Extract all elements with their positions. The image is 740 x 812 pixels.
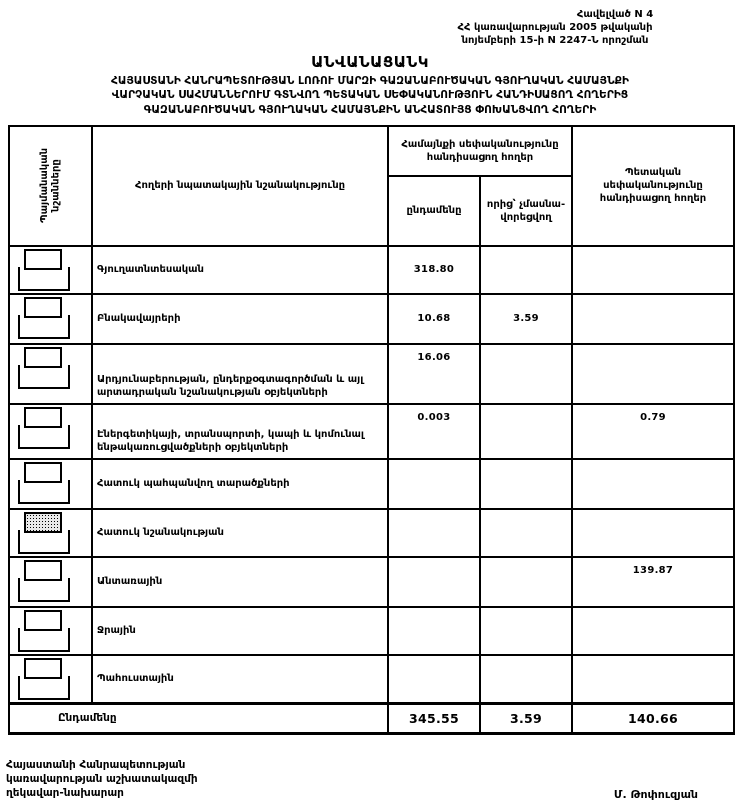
header-nonprivatized-cell: որից՝ չմասնա-վորեցվող	[480, 176, 572, 246]
legend-cell	[9, 509, 92, 557]
legend-cell	[9, 404, 92, 459]
legend-cell	[9, 246, 92, 294]
value-nonprivatized: 3.59	[480, 294, 572, 344]
legend-symbol-box	[24, 610, 62, 631]
subtitle-line-3: ԳԱԶԱՆԱԲՈՒԾԱԿԱՆ ԳՅՈՒՂԱԿԱՆ ՀԱՄԱՅՆՔԻՆ ԱՆՀԱՏՈՒՅՑ ՓՈԽԱՆՑՎՈՂ ՀՈՂԵՐԻ	[143, 103, 597, 116]
header-symbols-label: Պայմանական նշանները	[39, 148, 62, 224]
page-title: ԱՆՎԱՆԱՑԱՆԿ	[311, 53, 429, 71]
signatory-title	[6, 758, 198, 801]
value-state	[572, 246, 734, 294]
header-symbols-cell	[9, 126, 92, 246]
totals-label: Ընդամենը	[9, 703, 388, 733]
legend-symbol-bracket	[18, 425, 70, 449]
table-row	[9, 557, 734, 607]
legend-cell	[9, 344, 92, 404]
header-state-cell: Պետական սեփականությունը հանդիսացող հողեր	[572, 126, 734, 246]
totals-community-total: 345.55	[388, 703, 480, 733]
legend-symbol-box	[24, 347, 62, 368]
legend-cell	[9, 459, 92, 509]
legend-cell	[9, 294, 92, 344]
legend-symbol-box	[24, 560, 62, 581]
totals-nonprivatized: 3.59	[480, 703, 572, 733]
legend-symbol-bracket	[18, 480, 70, 504]
legend-symbol-bracket	[18, 676, 70, 700]
value-nonprivatized	[480, 607, 572, 655]
value-community-total: 16.06	[388, 344, 480, 404]
annex-number: Հավելված N 4	[576, 9, 654, 20]
legend-symbol-box	[24, 658, 62, 679]
table-row	[9, 344, 734, 404]
table-row	[9, 404, 734, 459]
row-label: Անտառային	[92, 557, 388, 607]
value-community-total	[388, 509, 480, 557]
legend-cell	[9, 655, 92, 704]
value-community-total	[388, 655, 480, 704]
row-label: Բնակավայրերի	[92, 294, 388, 344]
value-community-total	[388, 459, 480, 509]
value-state	[572, 344, 734, 404]
row-label: Հատուկ նշանակության	[92, 509, 388, 557]
legend-symbol-box	[24, 249, 62, 270]
page-subtitle	[6, 74, 734, 117]
value-nonprivatized	[480, 557, 572, 607]
signatory-title-line-1: Հայաստանի Հանրապետության	[6, 759, 186, 771]
value-nonprivatized	[480, 655, 572, 704]
legend-symbol-box	[24, 297, 62, 318]
signatory-title-line-3: ղեկավար-նախարար	[6, 787, 124, 800]
totals-row	[9, 703, 734, 733]
annex-reference	[390, 8, 720, 47]
legend-symbol-bracket	[18, 365, 70, 389]
value-nonprivatized	[480, 344, 572, 404]
annex-decision-line: նոյեմբերի 15-ի N 2247-Ն որոշման	[461, 35, 649, 46]
value-state	[572, 607, 734, 655]
value-state: 139.87	[572, 557, 734, 607]
value-community-total: 318.80	[388, 246, 480, 294]
legend-cell	[9, 557, 92, 607]
legend-symbol-bracket	[18, 315, 70, 339]
row-label: Ջրային	[92, 607, 388, 655]
table-row	[9, 655, 734, 704]
legend-symbol-bracket	[18, 628, 70, 652]
signatory-title-line-2: կառավարության աշխատակազմի	[6, 773, 198, 786]
table-row	[9, 459, 734, 509]
header-total-cell: ընդամենը	[388, 176, 480, 246]
signatory-name: Մ. Թոփուզյան	[613, 787, 698, 801]
annex-government-line: ՀՀ կառավարության 2005 թվականի	[457, 22, 653, 33]
row-label: Արդյունաբերության, ընդերքօգտագործման և այլ արտադրական նշանակության օբյեկտների	[92, 344, 388, 404]
legend-symbol-box-patterned	[24, 512, 62, 533]
value-community-total: 0.003	[388, 404, 480, 459]
signature-block	[6, 758, 740, 801]
value-nonprivatized	[480, 246, 572, 294]
header-purpose-cell: Հողերի նպատակային նշանակությունը	[92, 126, 388, 246]
legend-symbol-bracket	[18, 530, 70, 554]
table-row	[9, 294, 734, 344]
value-nonprivatized	[480, 404, 572, 459]
legend-symbol-box	[24, 462, 62, 483]
value-community-total: 10.68	[388, 294, 480, 344]
value-nonprivatized	[480, 509, 572, 557]
legend-symbol-bracket	[18, 267, 70, 291]
table-row	[9, 246, 734, 294]
legend-cell	[9, 607, 92, 655]
row-label: Գյուղատնտեսական	[92, 246, 388, 294]
row-label: Հատուկ պահպանվող տարածքների	[92, 459, 388, 509]
value-community-total	[388, 607, 480, 655]
value-state	[572, 294, 734, 344]
value-state	[572, 655, 734, 704]
row-label: Պահուստային	[92, 655, 388, 704]
legend-symbol-bracket	[18, 578, 70, 602]
row-label: Էներգետիկայի, տրանսպորտի, կապի և կոմունալ ենթակառուցվածքների օբյեկտների	[92, 404, 388, 459]
value-state	[572, 509, 734, 557]
value-community-total	[388, 557, 480, 607]
value-nonprivatized	[480, 459, 572, 509]
subtitle-line-1: ՀԱՅԱՍՏԱՆԻ ՀԱՆՐԱՊԵՏՈՒԹՅԱՆ ԼՈՌՈՒ ՄԱՐԶԻ ԳԱԶԱՆԱԲՈՒԾԱԿԱՆ ԳՅՈՒՂԱԿԱՆ ՀԱՄԱՅՆՔԻ	[110, 75, 629, 87]
totals-state: 140.66	[572, 703, 734, 733]
header-community-group-cell: Համայնքի սեփականությունը հանդիսացող հողեր	[388, 126, 572, 176]
table-row	[9, 509, 734, 557]
value-state: 0.79	[572, 404, 734, 459]
legend-symbol-box	[24, 407, 62, 428]
value-state	[572, 459, 734, 509]
table-row	[9, 607, 734, 655]
subtitle-line-2: ՎԱՐՉԱԿԱՆ ՍԱՀՄԱՆՆԵՐՈՒՄ ԳՏՆՎՈՂ ՊԵՏԱԿԱՆ ՍԵՓԱԿԱՆՈՒԹՅՈՒՆ ՀԱՆԴԻՍԱՑՈՂ ՀՈՂԵՐԻՑ	[111, 89, 629, 102]
land-table	[8, 125, 735, 735]
